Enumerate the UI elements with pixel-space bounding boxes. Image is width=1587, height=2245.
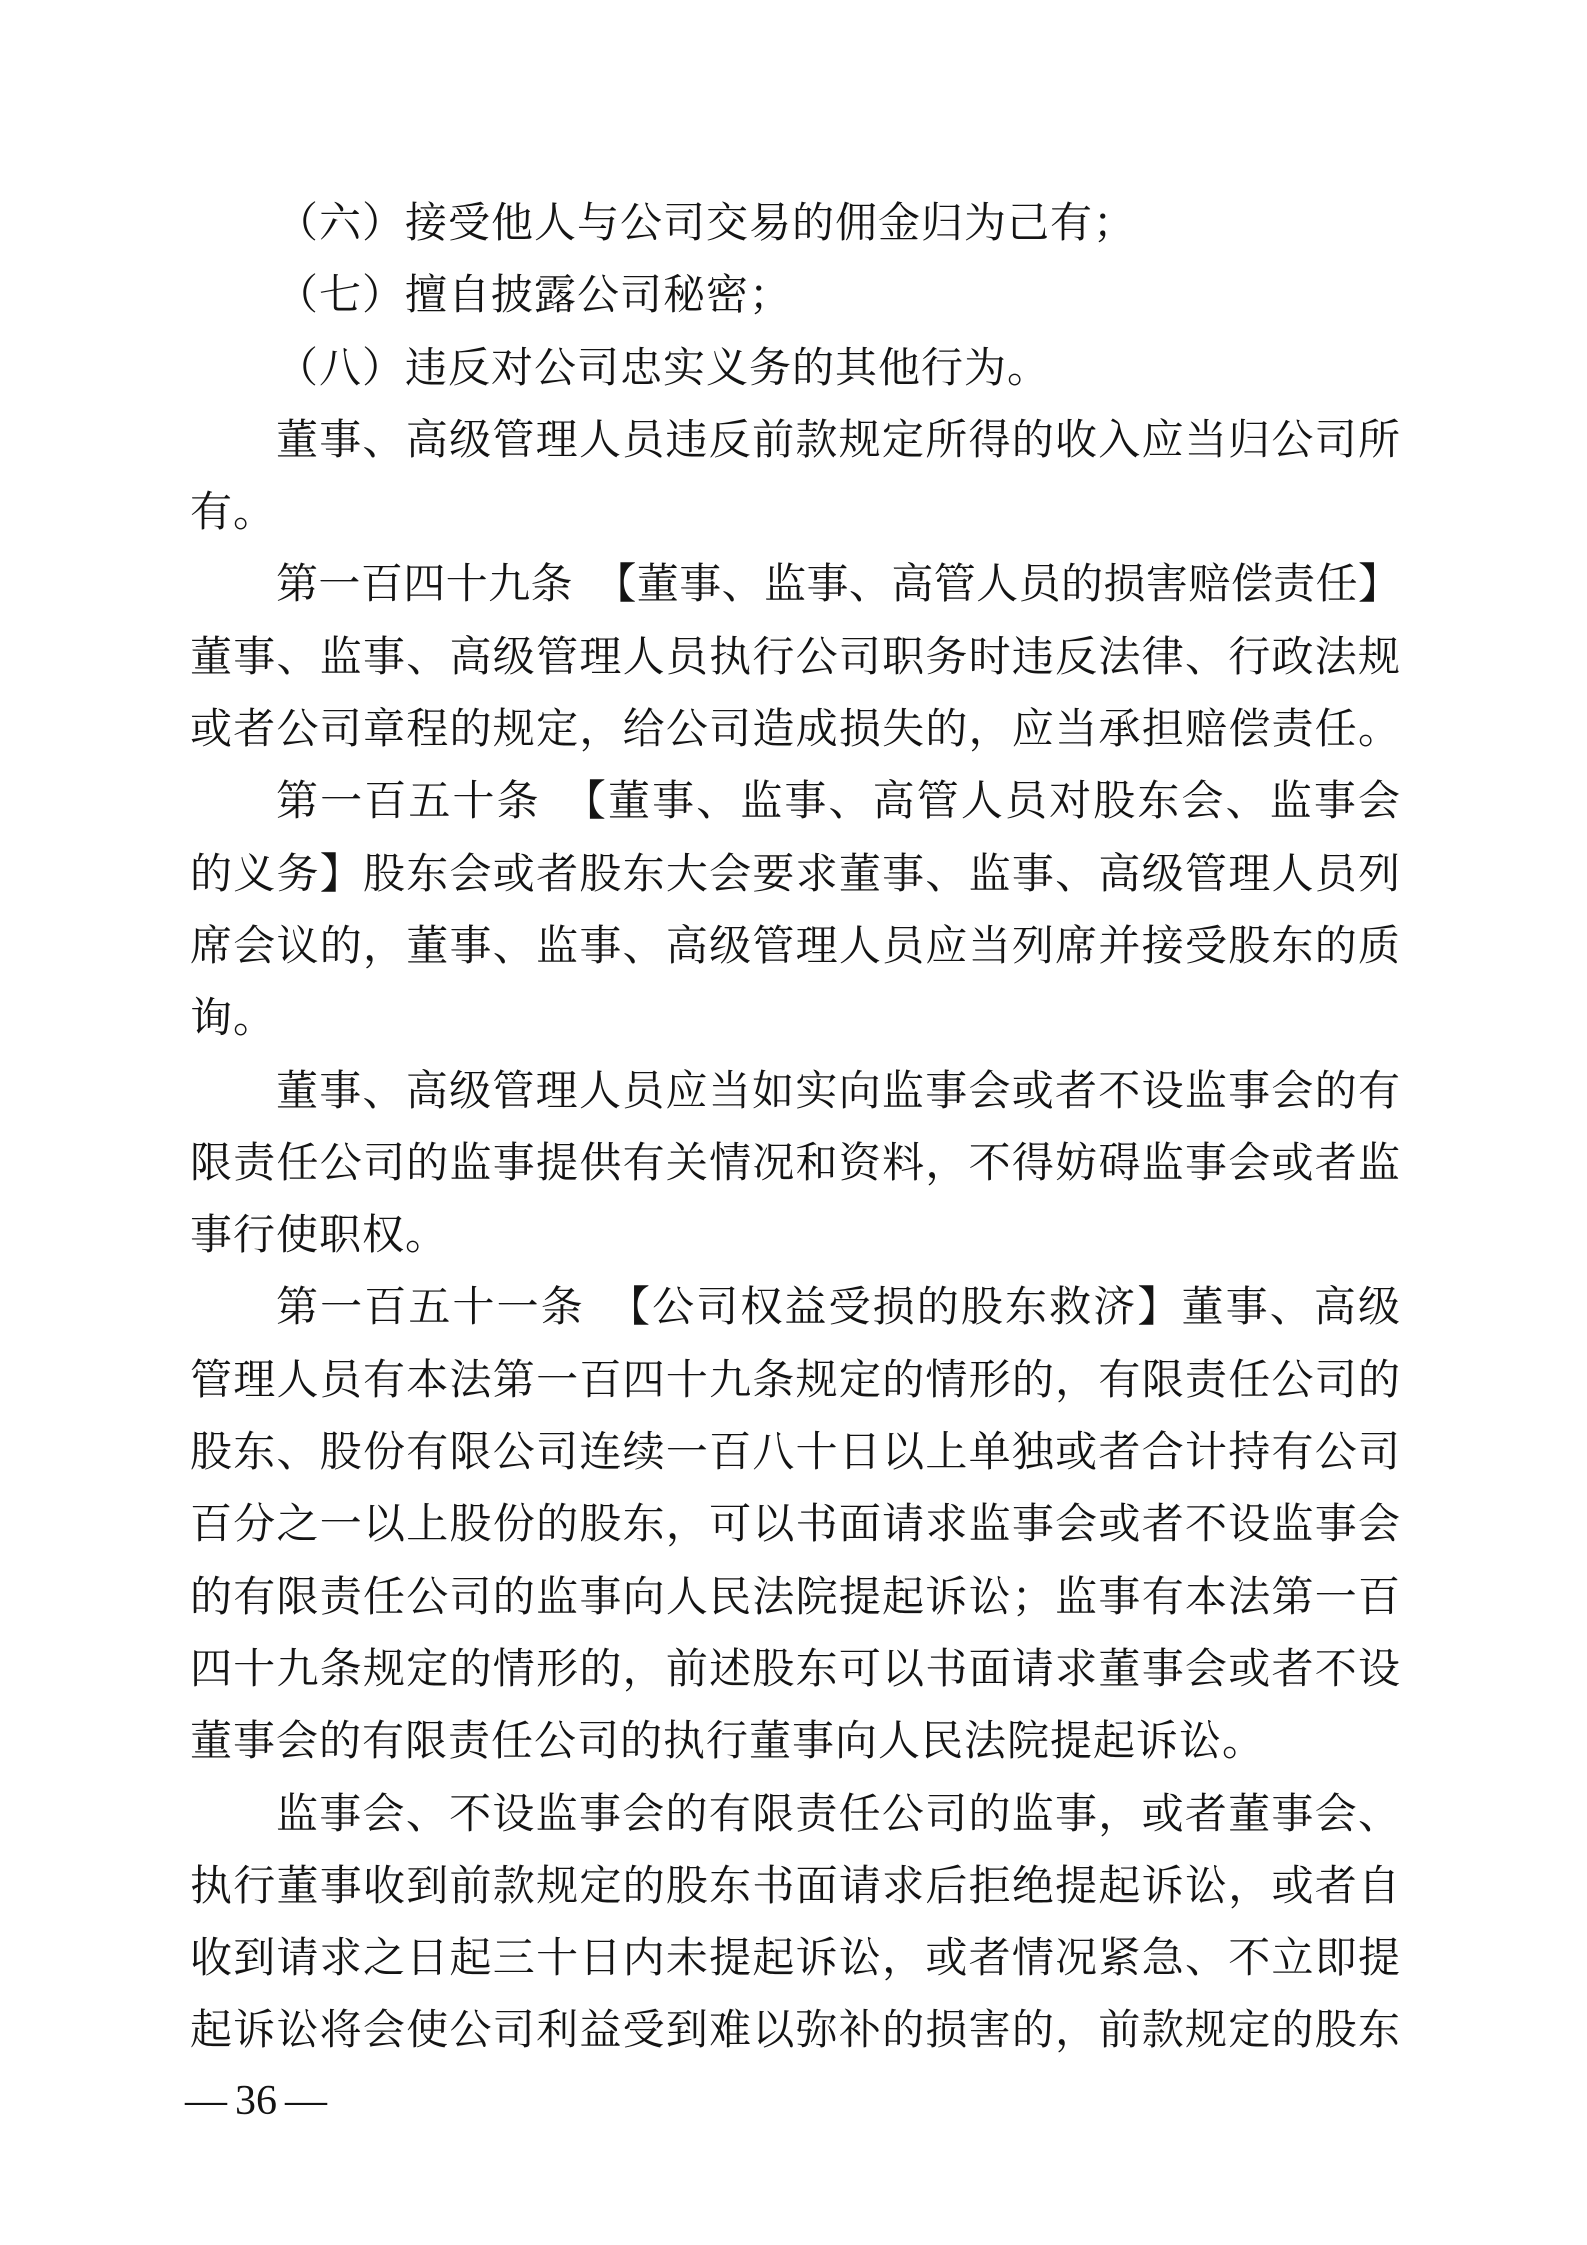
- text-line: 第一百五十条 【董事、监事、高管人员对股东会、监事会: [276, 779, 1400, 826]
- text-line: 执行董事收到前款规定的股东书面请求后拒绝提起诉讼，或者自: [190, 1863, 1400, 1910]
- text-line: 董事会的有限责任公司的执行董事向人民法院提起诉讼。: [190, 1719, 1266, 1766]
- text-line: （七）擅自披露公司秘密；: [276, 273, 793, 320]
- text-line: 管理人员有本法第一百四十九条规定的情形的，有限责任公司的: [190, 1357, 1400, 1404]
- text-line: 的有限责任公司的监事向人民法院提起诉讼；监事有本法第一百: [190, 1574, 1400, 1621]
- text-line: 限责任公司的监事提供有关情况和资料，不得妨碍监事会或者监: [190, 1140, 1400, 1187]
- text-line: 或者公司章程的规定，给公司造成损失的，应当承担赔偿责任。: [190, 707, 1400, 754]
- text-line: 收到请求之日起三十日内未提起诉讼，或者情况紧急、不立即提: [190, 1936, 1400, 1983]
- footer-left-dash: —: [185, 2078, 227, 2124]
- footer-right-dash: —: [285, 2078, 327, 2124]
- text-line: 百分之一以上股份的股东，可以书面请求监事会或者不设监事会: [190, 1502, 1400, 1549]
- page-number: 36: [235, 2078, 277, 2124]
- text-line: 监事会、不设监事会的有限责任公司的监事，或者董事会、: [276, 1791, 1400, 1838]
- page-footer: [185, 2080, 327, 2122]
- text-line: 第一百五十一条 【公司权益受损的股东救济】董事、高级: [276, 1285, 1400, 1332]
- text-line: 董事、高级管理人员违反前款规定所得的收入应当归公司所: [276, 417, 1400, 464]
- text-line: 的义务】股东会或者股东大会要求董事、监事、高级管理人员列: [190, 851, 1400, 898]
- text-line: 有。: [190, 490, 277, 537]
- text-line: 四十九条规定的情形的，前述股东可以书面请求董事会或者不设: [190, 1646, 1400, 1693]
- text-line: 席会议的，董事、监事、高级管理人员应当列席并接受股东的质: [190, 923, 1400, 970]
- law-text-block: [190, 188, 1400, 2068]
- text-line: 董事、监事、高级管理人员执行公司职务时违反法律、行政法规: [190, 634, 1400, 681]
- text-line: （八）违反对公司忠实义务的其他行为。: [276, 345, 1051, 392]
- text-line: 董事、高级管理人员应当如实向监事会或者不设监事会的有: [276, 1068, 1400, 1115]
- text-line: 起诉讼将会使公司利益受到难以弥补的损害的，前款规定的股东: [190, 2008, 1400, 2055]
- text-line: 第一百四十九条 【董事、监事、高管人员的损害赔偿责任】: [276, 562, 1400, 609]
- text-line: （六）接受他人与公司交易的佣金归为己有；: [276, 201, 1137, 247]
- text-line: 询。: [190, 996, 277, 1043]
- text-line: 事行使职权。: [190, 1213, 449, 1260]
- text-line: 股东、股份有限公司连续一百八十日以上单独或者合计持有公司: [190, 1430, 1400, 1477]
